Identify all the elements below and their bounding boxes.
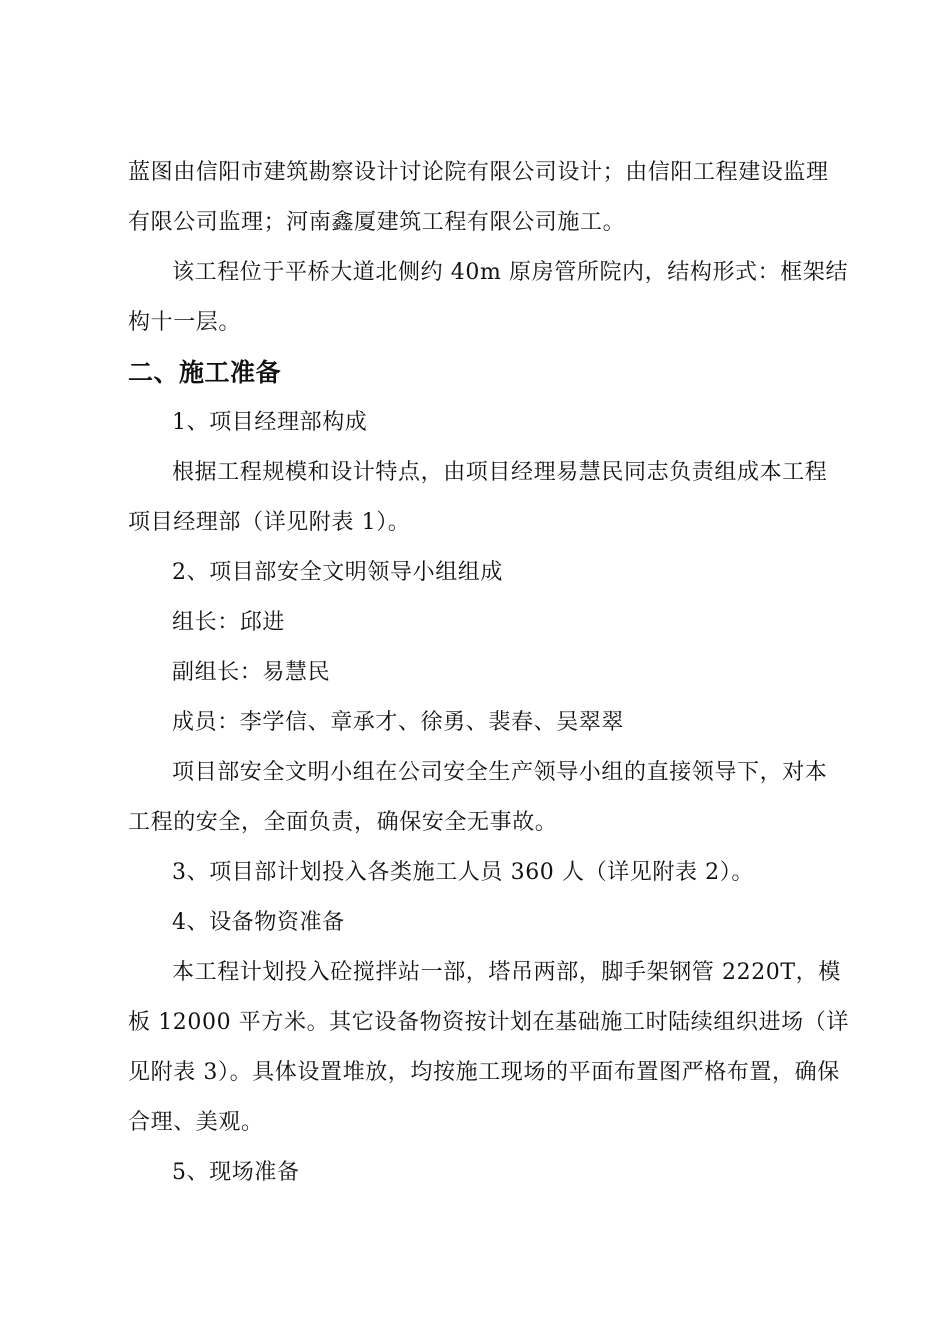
paragraph-line: 项目部安全文明小组在公司安全生产领导小组的直接领导下，对本 (172, 760, 828, 785)
paragraph-line: 板 12000 平方米。其它设备物资按计划在基础施工时陆续组织进场（详 (128, 1010, 849, 1035)
paragraph-line: 本工程计划投入砼搅拌站一部，塔吊两部，脚手架钢管 2220T，模 (172, 960, 841, 985)
item-title: 3、项目部计划投入各类施工人员 360 人（详见附表 2）。 (172, 860, 754, 885)
paragraph-line: 根据工程规模和设计特点，由项目经理易慧民同志负责组成本工程 (172, 460, 828, 485)
leader-line: 组长：邱进 (172, 610, 286, 635)
paragraph-line: 见附表 3）。具体设置堆放，均按施工现场的平面布置图严格布置，确保 (128, 1060, 840, 1085)
paragraph-line: 项目经理部（详见附表 1）。 (128, 510, 411, 535)
paragraph-line: 构十一层。 (128, 310, 242, 335)
item-title: 1、项目经理部构成 (172, 410, 368, 435)
item-title: 2、项目部安全文明领导小组组成 (172, 560, 503, 585)
paragraph-line: 工程的安全，全面负责，确保安全无事故。 (128, 810, 558, 835)
paragraph-line: 蓝图由信阳市建筑勘察设计讨论院有限公司设计；由信阳工程建设监理 (128, 160, 829, 185)
section-heading: 二、施工准备 (128, 358, 282, 387)
vice-leader-line: 副组长：易慧民 (172, 660, 331, 685)
paragraph-line: 有限公司监理；河南鑫厦建筑工程有限公司施工。 (128, 210, 626, 235)
item-title: 4、设备物资准备 (172, 910, 345, 935)
item-title: 5、现场准备 (172, 1160, 300, 1185)
members-line: 成员：李学信、章承才、徐勇、裴春、吴翠翠 (172, 710, 625, 735)
paragraph-line: 合理、美观。 (128, 1110, 264, 1135)
paragraph-line: 该工程位于平桥大道北侧约 40m 原房管所院内，结构形式：框架结 (172, 260, 849, 285)
